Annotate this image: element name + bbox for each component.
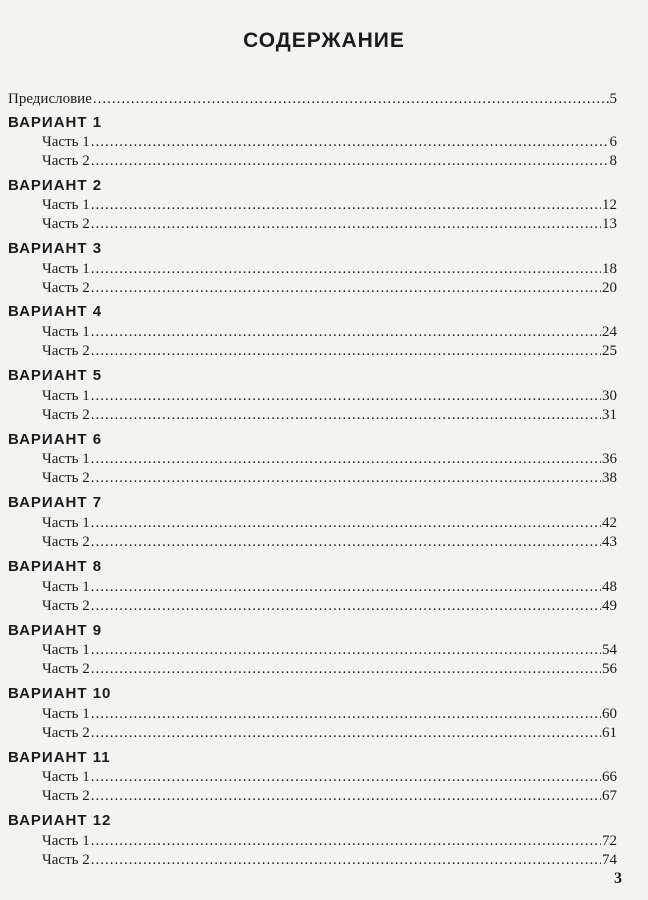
page-number: 3 <box>614 870 622 887</box>
toc-entry-page: 25 <box>602 343 617 359</box>
variant-heading: ВАРИАНТ 2 <box>8 177 103 194</box>
toc-entry <box>42 597 617 615</box>
toc-entry-page: 72 <box>602 833 617 849</box>
dot-leader <box>91 279 601 297</box>
dot-leader <box>91 724 601 742</box>
toc-entry-page: 18 <box>602 261 617 277</box>
toc-entry <box>42 406 617 424</box>
dot-leader <box>91 533 601 551</box>
toc-entry <box>42 660 617 678</box>
toc-entry-label: Часть 2 <box>42 280 90 296</box>
dot-leader <box>91 578 601 596</box>
toc-entry-page: 60 <box>602 706 617 722</box>
dot-leader <box>91 660 601 678</box>
toc-entry-page: 13 <box>602 216 617 232</box>
toc-entry-page: 42 <box>602 515 617 531</box>
dot-leader <box>91 514 601 532</box>
toc-entry-page: 67 <box>602 788 617 804</box>
toc-entry-page: 38 <box>602 470 617 486</box>
toc-entry-label: Часть 1 <box>42 451 90 467</box>
toc-entry <box>42 152 617 170</box>
toc-entry <box>42 514 617 532</box>
toc-entry-page: 36 <box>602 451 617 467</box>
variant-heading: ВАРИАНТ 12 <box>8 812 112 829</box>
toc-entry <box>42 768 617 786</box>
variant-heading: ВАРИАНТ 6 <box>8 431 103 448</box>
toc-entry-label: Часть 1 <box>42 579 90 595</box>
toc-entry <box>42 533 617 551</box>
toc-entry-label: Часть 2 <box>42 661 90 677</box>
toc-entry-label: Часть 2 <box>42 534 90 550</box>
toc-entry-page: 5 <box>609 91 617 107</box>
dot-leader <box>91 597 601 615</box>
toc-entry-label: Часть 2 <box>42 470 90 486</box>
dot-leader <box>91 152 609 170</box>
toc-entry-preface <box>8 90 617 108</box>
dot-leader <box>91 387 601 405</box>
toc-entry-page: 20 <box>602 280 617 296</box>
toc-entry-label: Часть 1 <box>42 324 90 340</box>
toc-entry <box>42 450 617 468</box>
toc-entry-page: 43 <box>602 534 617 550</box>
toc-entry <box>42 260 617 278</box>
toc-entry-page: 8 <box>609 153 617 169</box>
toc-entry-page: 6 <box>609 134 617 150</box>
dot-leader <box>91 215 601 233</box>
toc-entry <box>42 832 617 850</box>
toc-entry <box>42 469 617 487</box>
toc-entry <box>42 342 617 360</box>
toc-entry-page: 61 <box>602 725 617 741</box>
dot-leader <box>91 133 609 151</box>
variant-heading: ВАРИАНТ 10 <box>8 685 112 702</box>
toc-entry-label: Часть 2 <box>42 343 90 359</box>
toc-entry-label: Часть 1 <box>42 134 90 150</box>
dot-leader <box>91 768 601 786</box>
toc-entry-label: Часть 1 <box>42 261 90 277</box>
toc-entry <box>42 323 617 341</box>
dot-leader <box>91 705 601 723</box>
variant-heading: ВАРИАНТ 8 <box>8 558 103 575</box>
toc-entry <box>42 133 617 151</box>
toc-entry-page: 48 <box>602 579 617 595</box>
toc-entry <box>42 641 617 659</box>
toc-entry-label: Часть 2 <box>42 153 90 169</box>
toc-entry-label: Часть 1 <box>42 515 90 531</box>
toc-entry-label: Предисловие <box>8 91 92 107</box>
toc-entry-label: Часть 1 <box>42 197 90 213</box>
toc-entry <box>42 215 617 233</box>
toc-entry <box>42 787 617 805</box>
toc-entry <box>42 851 617 869</box>
dot-leader <box>91 196 601 214</box>
toc-entry-label: Часть 1 <box>42 706 90 722</box>
toc-entry-page: 54 <box>602 642 617 658</box>
dot-leader <box>91 260 601 278</box>
dot-leader <box>91 342 601 360</box>
dot-leader <box>91 787 601 805</box>
toc-entry <box>42 279 617 297</box>
toc-entry <box>42 196 617 214</box>
dot-leader <box>91 832 601 850</box>
page-title: СОДЕРЖАНИЕ <box>243 29 405 52</box>
toc-entry-page: 74 <box>602 852 617 868</box>
toc-entry-label: Часть 2 <box>42 407 90 423</box>
dot-leader <box>93 90 609 108</box>
toc-entry-page: 12 <box>602 197 617 213</box>
toc-entry-label: Часть 2 <box>42 725 90 741</box>
toc-entry-page: 56 <box>602 661 617 677</box>
toc-entry-label: Часть 1 <box>42 388 90 404</box>
toc-entry-page: 31 <box>602 407 617 423</box>
toc-entry <box>42 387 617 405</box>
variant-heading: ВАРИАНТ 7 <box>8 494 103 511</box>
toc-entry-label: Часть 2 <box>42 216 90 232</box>
toc-entry-label: Часть 2 <box>42 788 90 804</box>
variant-heading: ВАРИАНТ 3 <box>8 240 103 257</box>
toc-entry <box>42 705 617 723</box>
toc-entry-label: Часть 1 <box>42 642 90 658</box>
dot-leader <box>91 641 601 659</box>
variant-heading: ВАРИАНТ 4 <box>8 303 103 320</box>
variant-heading: ВАРИАНТ 9 <box>8 622 103 639</box>
variant-heading: ВАРИАНТ 5 <box>8 367 103 384</box>
dot-leader <box>91 323 601 341</box>
toc-entry-page: 24 <box>602 324 617 340</box>
dot-leader <box>91 450 601 468</box>
variant-heading: ВАРИАНТ 1 <box>8 114 103 131</box>
dot-leader <box>91 469 601 487</box>
toc-entry-label: Часть 2 <box>42 598 90 614</box>
toc-entry-label: Часть 1 <box>42 833 90 849</box>
variant-heading: ВАРИАНТ 11 <box>8 749 111 766</box>
toc-entry-page: 66 <box>602 769 617 785</box>
toc-entry-label: Часть 1 <box>42 769 90 785</box>
dot-leader <box>91 851 601 869</box>
toc-entry <box>42 724 617 742</box>
toc-entry-label: Часть 2 <box>42 852 90 868</box>
dot-leader <box>91 406 601 424</box>
toc-entry-page: 30 <box>602 388 617 404</box>
toc-entry-page: 49 <box>602 598 617 614</box>
toc-entry <box>42 578 617 596</box>
